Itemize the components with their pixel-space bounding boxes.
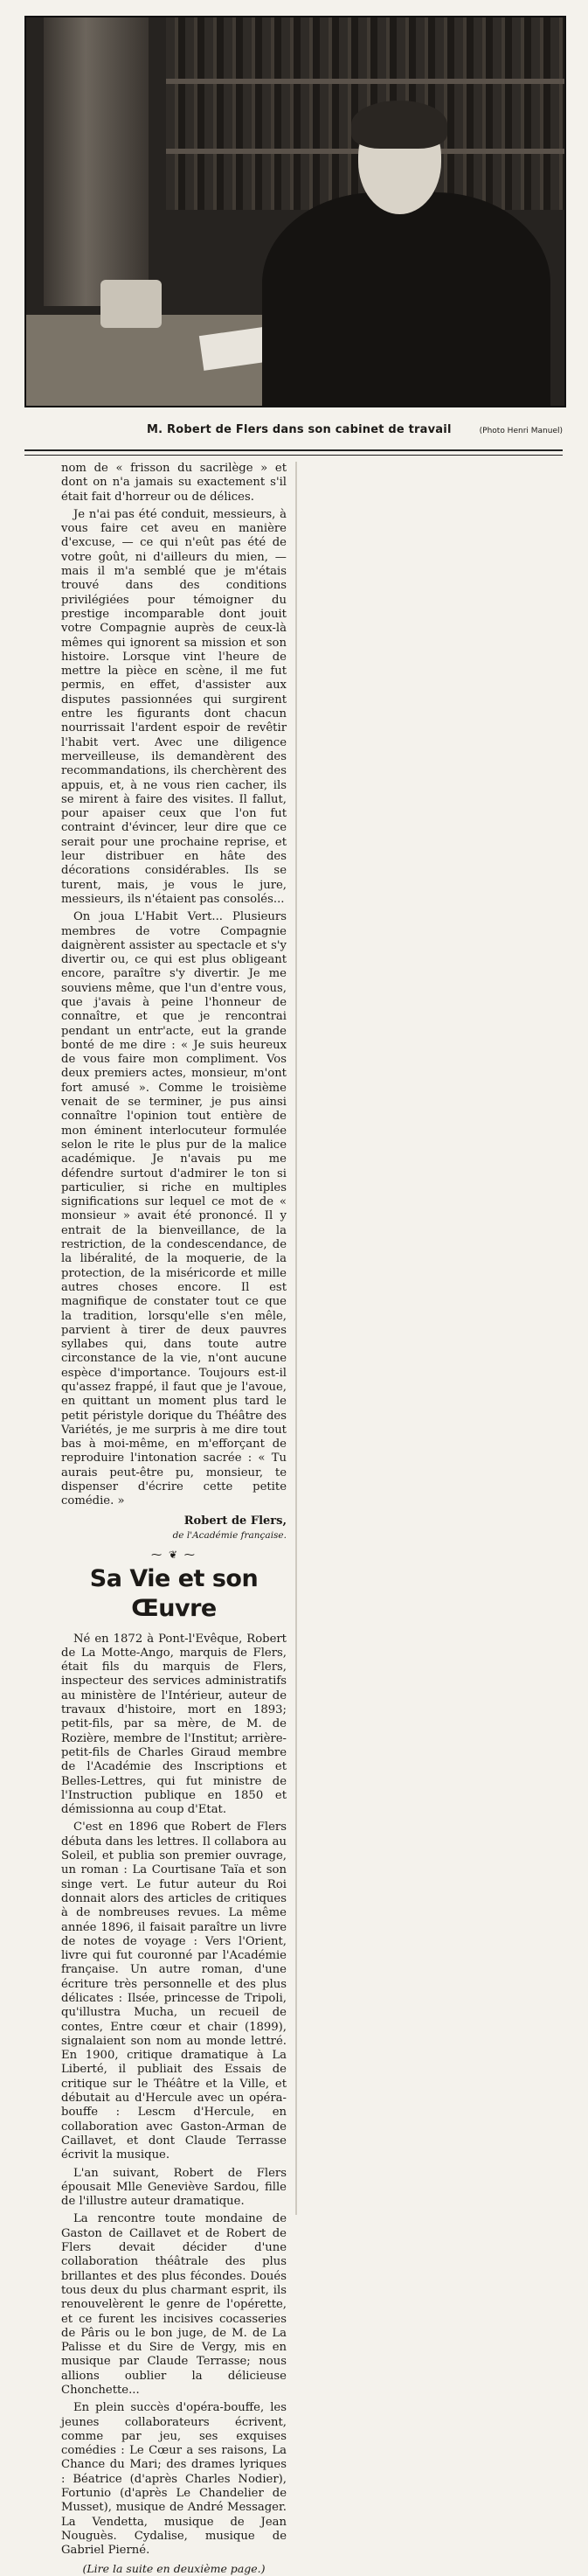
caption-text: M. Robert de Flers dans son cabinet de travail: [147, 423, 452, 436]
article-paragraph: On joua L'Habit Vert... Plusieurs membres de votre Compagnie daignèrent assister au spectacle et s'y divertir ou, ce qui est plus obligeant encore, paraître s'y divertir. Je me souviens même, que l'un d'entre vous, que j'avais à peine l'honneur de connaître, et que je rencontrai pendant un entr'acte, eut la grande bonté de me dire : « Je suis heureux de vous faire mon compliment. Vos deux premiers actes, monsieur, m'ont fort amusé ». Comme le troisième venait de se terminer, je pus ainsi connaître l'opinion tout entière de mon éminent interlocuteur formulée selon le rite le plus pur de la malice académique. Je n'avais pu me défendre surtout d'admirer le ton si particulier, si riche en multiples significations sur lequel ce mot de « monsieur » avait été prononcé. Il y entrait de la bienveillance, de la restriction, de la condescendance, de la libéralité, de la moquerie, de la protection, de la miséricorde et mille autres choses encore. Il est magnifique de constater tout ce que la tradition, lorsqu'elle s'en mêle, parvient à tirer de deux pauvres syllabes qui, dans toute autre circonstance de la vie, n'ont aucune espèce d'importance. Toujours est-il qu'assez frappé, il faut que je l'avoue, en quittant un moment plus tard le petit péristyle dorique du Théâtre des Variétés, je me surpris à me dire tout bas à moi-même, en m'efforçant de reproduire l'intonation sacrée : « Tu aurais peut-être pu, monsieur, te dispenser d'écrire cette petite comédie. »: [61, 910, 287, 1508]
photo-caption: [24, 418, 563, 444]
continued-note: (Lire la suite en deuxième page.): [82, 2561, 266, 2575]
section-paragraph: En plein succès d'opéra-bouffe, les jeunes collaborateurs écrivent, comme par jeu, ses exquises comédies : Le Cœur a ses raisons, La Chance du Mari; des drames lyriques : Béatrice (d'après Charles Nodier), Fortunio (d'après Le Chandelier de Musset), musique de André Messager. La Vendetta, musique de Jean Nouguès. Cydalise, musique de Gabriel Pierné.: [61, 2401, 287, 2558]
article-column: [61, 462, 287, 2576]
photo-inkwell: [100, 280, 162, 328]
portrait-photo: [24, 16, 566, 407]
signature-affiliation: de l'Académie française.: [172, 1529, 287, 1541]
section-paragraph: C'est en 1896 que Robert de Flers débuta dans les lettres. Il collabora au Soleil, et publia son premier ouvrage, un roman : La Courtisane Taïa et son singe vert. Le futur auteur du Roi donnait alors des articles de critiques à de nombreuses revues. La même année 1896, il faisait paraître un livre de notes de voyage : Vers l'Orient, livre qui fut couronné par l'Académie française. Un autre roman, d'une écriture très personnelle et des plus délicates : Ilsée, princesse de Tripoli, qu'illustra Mucha, un recueil de contes, Entre cœur et chair (1899), signalaient son nom au monde lettré. En 1900, critique dramatique à La Liberté, il publiait des Essais de critique sur le Théâtre et la Ville, et débutait au d'Hercule avec un opéra-bouffe : Lescm d'Hercule, en collaboration avec Gaston-Arman de Caillavet, et dont Claude Terrasse écrivit la musique.: [61, 1821, 287, 2162]
ornament-divider: ⁓ ❦ ⁓: [151, 1549, 197, 1562]
photo-credit: (Photo Henri Manuel): [479, 427, 563, 435]
section-paragraph: L'an suivant, Robert de Flers épousait Mlle Geneviève Sardou, fille de l'illustre auteur dramatique.: [61, 2166, 287, 2209]
signature: Robert de Flers,: [183, 1514, 287, 1528]
article-paragraph: nom de « frisson du sacrilège » et dont on n'a jamais su exactement s'il était fait d'horreur ou de délices.: [61, 462, 287, 504]
divider-rule: [24, 449, 563, 456]
section-paragraph: La rencontre toute mondaine de Gaston de Caillavet et de Robert de Flers devait décider d'une collaboration théâtrale des plus brillantes et des plus fécondes. Doués tous deux du plus charmant esprit, ils renouvelèrent le genre de l'opérette, et ce furent les incisives cocasseries de Pâris ou le bon juge, de M. de La Palisse et du Sire de Vergy, mis en musique par Claude Terrasse; nous allions oublier la délicieuse Chonchette...: [61, 2212, 287, 2397]
section-title: Sa Vie et son Œuvre: [89, 1564, 259, 1622]
photo-shelf-line: [166, 79, 564, 84]
column-rule: [295, 462, 297, 2215]
photo-figure-hair: [351, 101, 447, 149]
photo-figure-body: [262, 192, 550, 407]
section-paragraph: Né en 1872 à Pont-l'Evêque, Robert de La Motte-Ango, marquis de Flers, était fils du marquis de Flers, inspecteur des services administratifs au ministère de l'Intérieur, auteur de travaux d'histoire, mort en 1893; petit-fils, par sa mère, de M. de Rozière, membre de l'Institut; arrière-petit-fils de Charles Giraud membre de l'Académie des Inscriptions et Belles-Lettres, qui fut ministre de l'Instruction publique en 1850 et démissionna au coup d'Etat.: [61, 1632, 287, 1817]
article-paragraph: Je n'ai pas été conduit, messieurs, à vous faire cet aveu en manière d'excuse, — ce qui n'eût pas été de votre goût, ni d'ailleurs du mien, — mais il m'a semblé que je m'étais trouvé dans des conditions privilégiées pour témoigner du prestige incomparable dont jouit votre Compagnie auprès de ceux-là mêmes qui ignorent sa mission et son histoire. Lorsque vint l'heure de mettre la pièce en scène, il me fut permis, en effet, d'assister aux disputes passionnées qui surgirent entre les figurants dont chacun nourrissait l'ardent espoir de revêtir l'habit vert. Avec une diligence merveilleuse, ils demandèrent des recommandations, ils cherchèrent des appuis, et, à ne vous rien cacher, ils se mirent à faire des visites. Il fallut, pour apaiser ceux que l'on fut contraint d'évincer, leur dire que ce serait pour une prochaine reprise, et leur distribuer en hâte des décorations considérables. Ils se turent, mais, je vous le jure, messieurs, ils n'étaient pas consolés...: [61, 507, 287, 906]
photo-lamp: [44, 17, 149, 306]
